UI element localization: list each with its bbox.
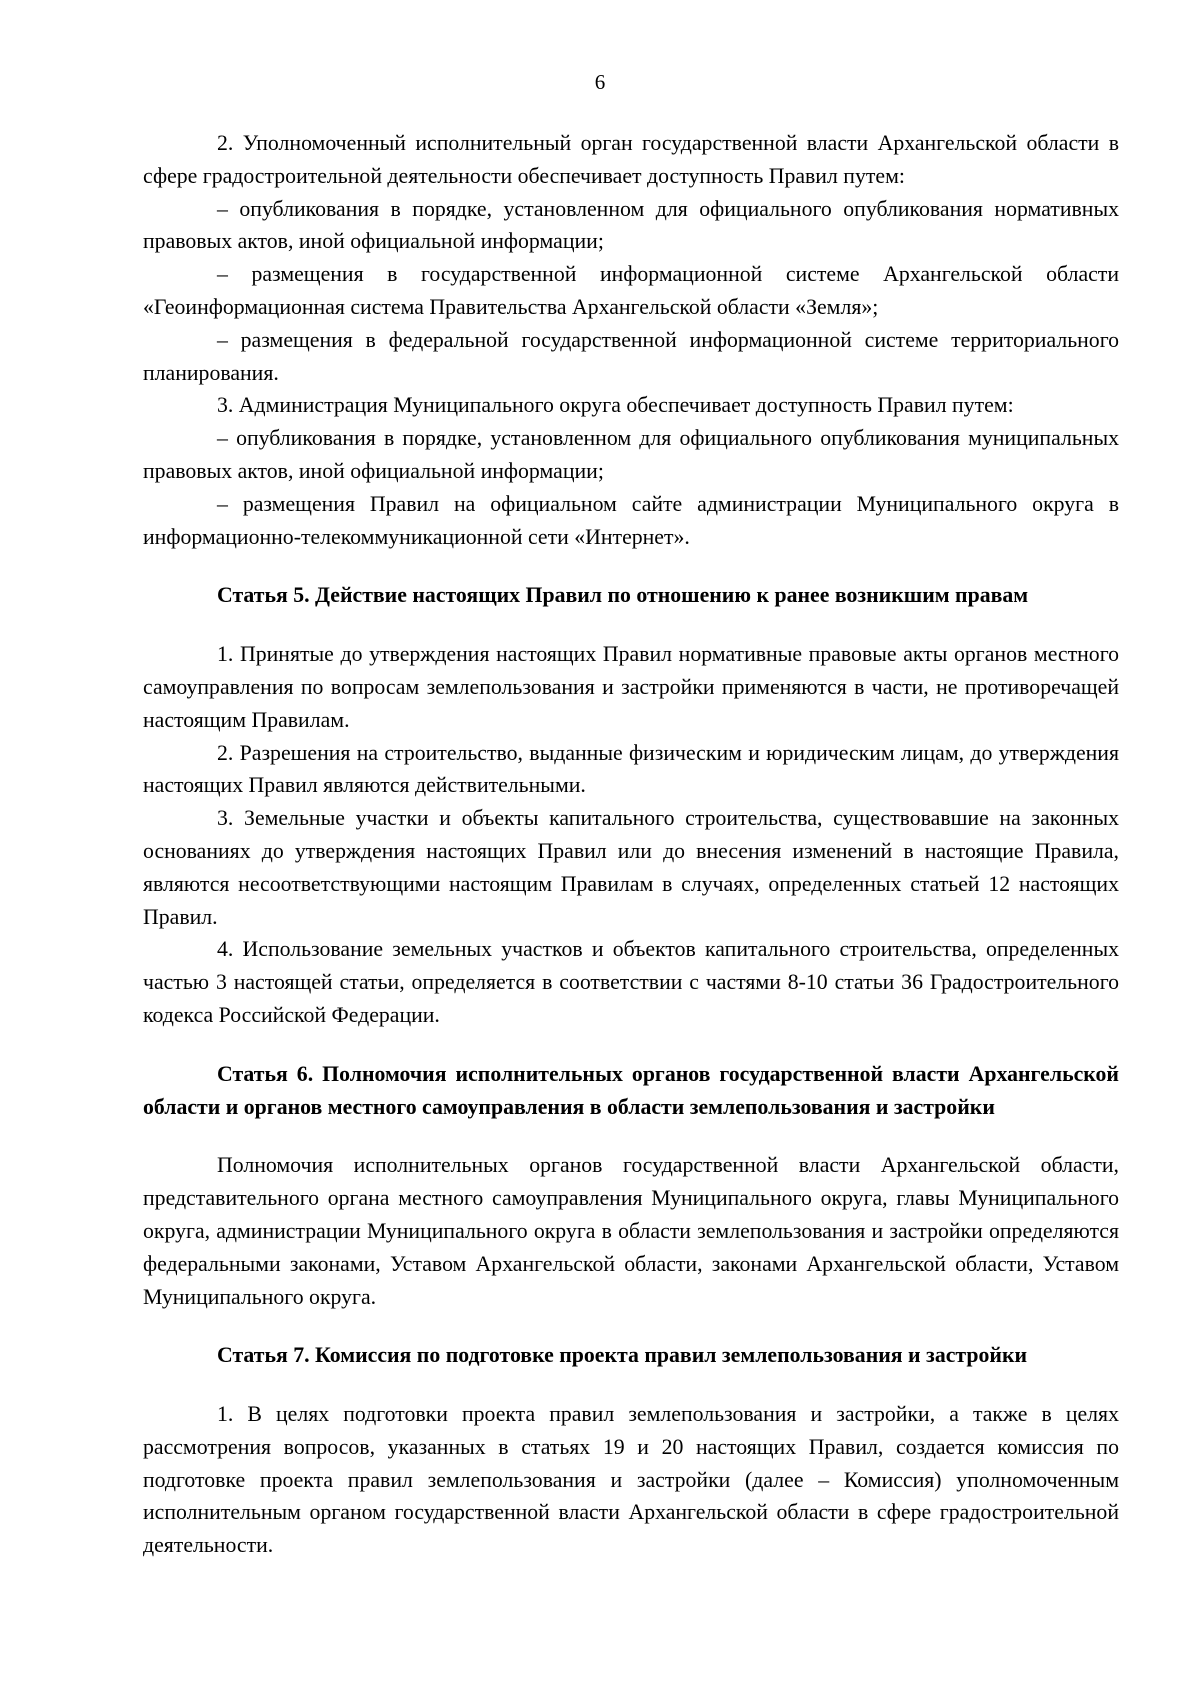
- article-5-heading: Статья 5. Действие настоящих Правил по отношению к ранее возникшим правам: [217, 583, 1029, 608]
- article-5-paragraph: 1. Принятые до утверждения настоящих Правил нормативные правовые акты органов местного самоуправления по вопросам землепользования и застройки применяются в части, не противоречащей настоящим Правилам.: [143, 642, 1119, 732]
- document-body: [143, 127, 1119, 1562]
- list-item: – размещения в федеральной государственной информационной системе территориального планирования.: [143, 327, 1119, 385]
- article-7-paragraph: 1. В целях подготовки проекта правил землепользования и застройки, а также в целях рассмотрения вопросов, указанных в статьях 19 и 20 настоящих Правил, создается комиссия по подготовке проекта правил землепользования и застройки (далее – Комиссия) уполномоченным исполнительным органом государственной власти Архангельской области в сфере градостроительной деятельности.: [143, 1402, 1119, 1558]
- paragraph-4-3: 3. Администрация Муниципального округа обеспечивает доступность Правил путем:: [217, 393, 1014, 418]
- list-item: – размещения в государственной информационной системе Архангельской области «Геоинформационная система Правительства Архангельской области «Земля»;: [143, 262, 1119, 319]
- article-6-paragraph: Полномочия исполнительных органов государственной власти Архангельской области, представительного органа местного самоуправления Муниципального округа, главы Муниципального округа, администрации Муниципального округа в области землепользования и застройки определяются федеральными законами, Уставом Архангельской области, законами Архангельской области, Уставом Муниципального округа.: [143, 1153, 1119, 1309]
- article-5-paragraph: 2. Разрешения на строительство, выданные физическим и юридическим лицам, до утверждения настоящих Правил являются действительными.: [143, 740, 1119, 798]
- article-5-paragraph: 3. Земельные участки и объекты капитального строительства, существовавшие на законных основаниях до утверждения настоящих Правил или до внесения изменений в настоящие Правила, являются несоответствующими настоящим Правилам в случаях, определенных статьей 12 настоящих Правил.: [143, 806, 1119, 929]
- list-item: – размещения Правил на официальном сайте администрации Муниципального округа в информационно-телекоммуникационной сети «Интернет».: [143, 491, 1119, 549]
- article-7-heading: Статья 7. Комиссия по подготовке проекта правил землепользования и застройки: [217, 1343, 1028, 1368]
- list-item: – опубликования в порядке, установленном для официального опубликования нормативных правовых актов, иной официальной информации;: [143, 196, 1119, 254]
- article-5-paragraph: 4. Использование земельных участков и объектов капитального строительства, определенных частью 3 настоящей статьи, определяется в соответствии с частями 8-10 статьи 36 Градостроительного кодекса Российской Федерации.: [143, 937, 1119, 1027]
- list-item: – опубликования в порядке, установленном для официального опубликования муниципальных правовых актов, иной официальной информации;: [143, 426, 1119, 483]
- paragraph-4-2: 2. Уполномоченный исполнительный орган государственной власти Архангельской области в сфере градостроительной деятельности обеспечивает доступность Правил путем:: [143, 131, 1119, 188]
- article-6-heading: Статья 6. Полномочия исполнительных органов государственной власти Архангельской области и органов местного самоуправления в области землепользования и застройки: [143, 1061, 1119, 1119]
- page-number: 6: [594, 70, 606, 94]
